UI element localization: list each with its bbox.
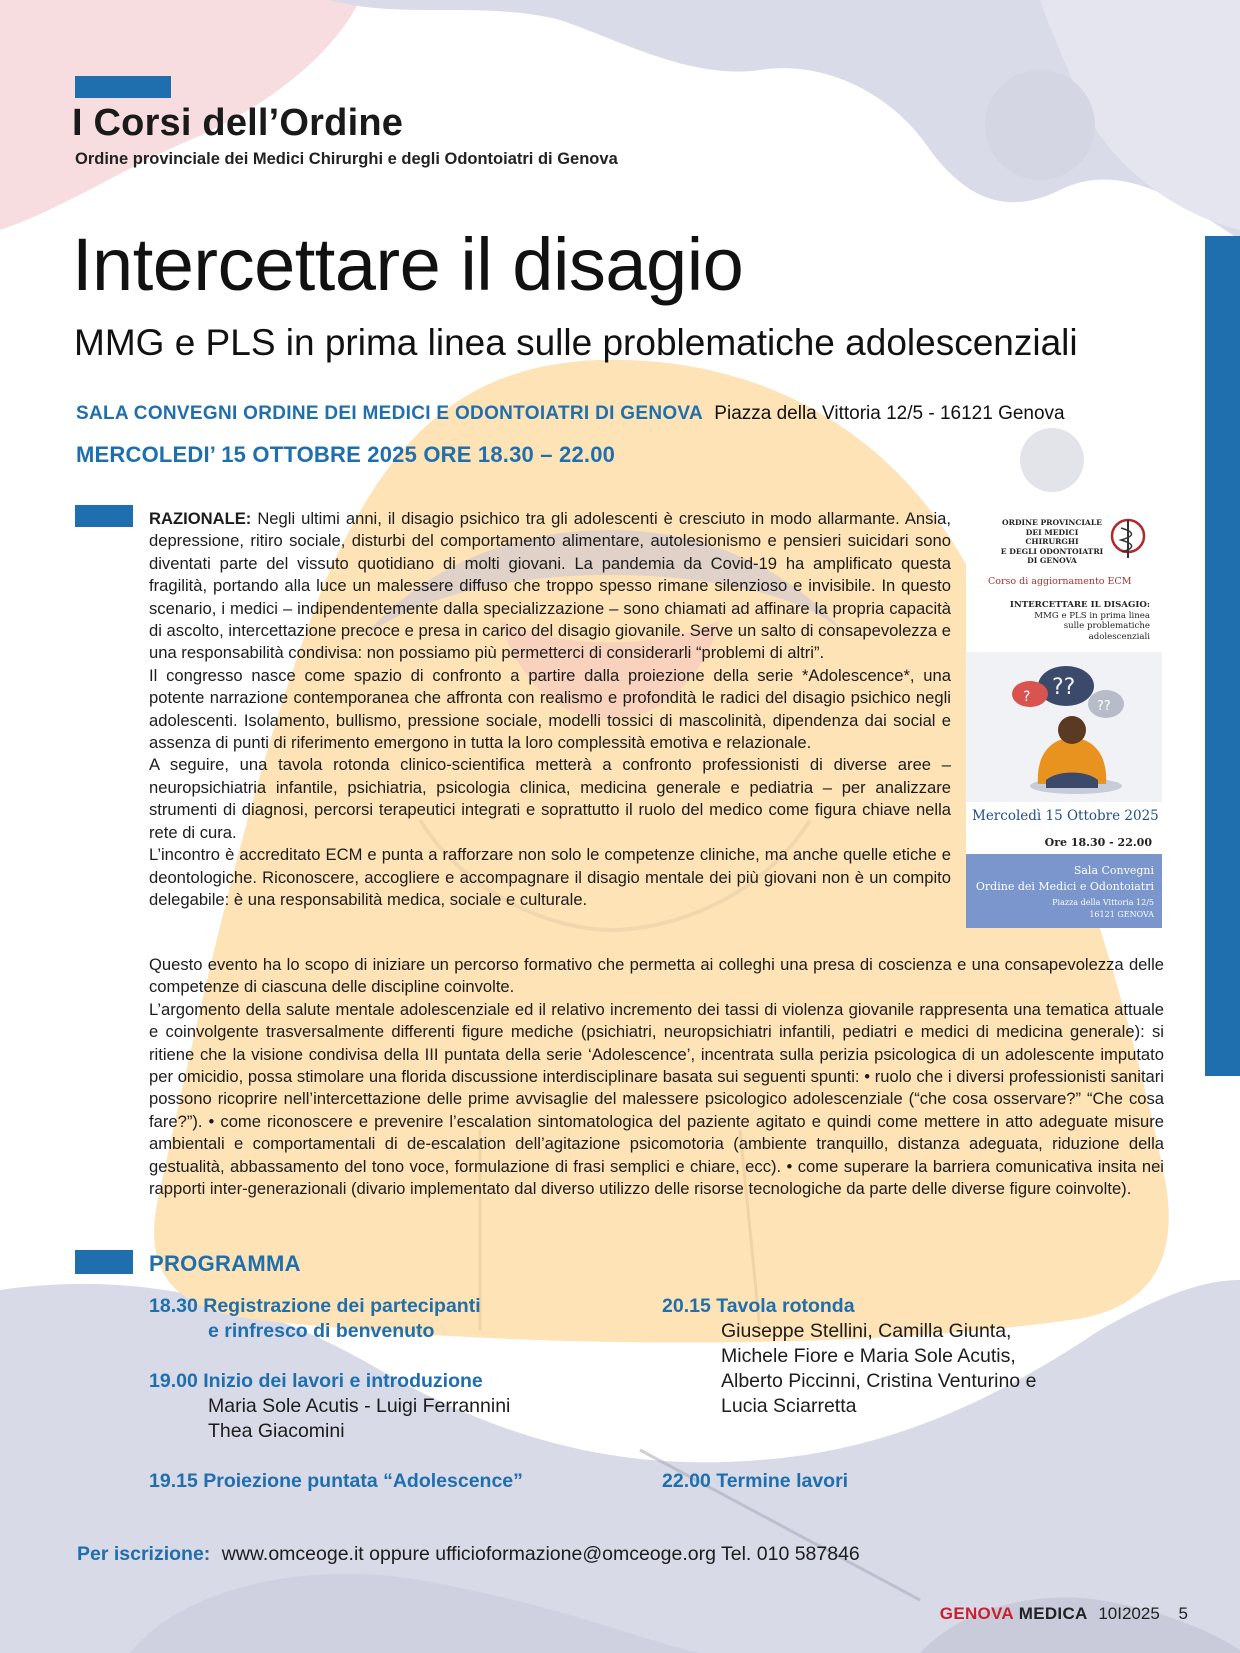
programme-item (662, 1294, 1036, 1419)
programme-accent-bar (75, 1250, 133, 1274)
registration-label: Per iscrizione: (77, 1543, 211, 1565)
rationale-text-1: Negli ultimi anni, il disagio psichico tra gli adolescenti è cresciuto in modo allarmante. Ansia, depressione, ritiro sociale, disturbi del comportamento alimentare, autolesionismo e pensieri suicidari sono diventati parte del vissuto quotidiano di molti giovani. La pandemia da Covid-19 ha amplificato questa fragilità, portando alla luce un malessere diffuso che troppo spesso rimane silenzioso e invisibile. In questo scenario, i medici – indipendentemente dalla specializzazione – sono chiamati ad affinare la propria capacità di ascolto, intercettazione precoce e presa in carico del disagio giovanile. Serve un salto di consapevolezza e una responsabilità condivisa: non possiamo più permetterci di considerarli “problemi di altri”. (149, 509, 951, 663)
brand-medica: MEDICA (1018, 1604, 1088, 1623)
rationale-paragraph-5: Questo evento ha lo scopo di iniziare un percorso formativo che permetta ai colleghi una presa di coscienza e una consapevolezza delle competenze di ciascuna delle discipline coinvolte. (149, 955, 1164, 997)
flyer-org-line: DEI MEDICI CHIRURGHI (1025, 527, 1079, 546)
event-date-time: MERCOLEDI’ 15 OTTOBRE 2025 ORE 18.30 – 22.00 (76, 442, 616, 467)
flyer-org-line: E DEGLI ODONTOIATRI (1000, 546, 1104, 556)
svg-text:??: ?? (1052, 675, 1076, 700)
programme-heading: PROGRAMMA (149, 1251, 301, 1276)
programme-speakers: Maria Sole Acutis - Luigi Ferrannini (208, 1395, 511, 1417)
programme-speakers: Lucia Sciarretta (721, 1395, 857, 1417)
flyer-venue-line: Piazza della Vittoria 12/5 (1052, 898, 1154, 907)
venue-line (76, 403, 1065, 425)
rationale-paragraph-2: Il congresso nasce come spazio di confronto a partire dalla proiezione della serie *Adolescence*, una potente narrazione contemporanea che affronta con realismo e profondità le radici del disagio psichico negli adolescenti. Isolamento, bullismo, pressione sociale, modelli tossici di mascolinità, dipendenza dai social e assenza di punti di riferimento emergono in tutta la loro complessità emotiva e relazionale. (149, 665, 951, 753)
section-title: I Corsi dell’Ordine (72, 102, 404, 144)
venue-name: SALA CONVEGNI ORDINE DEI MEDICI E ODONTOIATRI DI GENOVA (76, 403, 704, 424)
flyer-org-name (1000, 518, 1104, 566)
flyer-title-line: INTERCETTARE IL DISAGIO: (1009, 600, 1150, 610)
programme-title: Tavola rotonda (716, 1295, 855, 1317)
programme-title: Inizio dei lavori e introduzione (203, 1370, 483, 1392)
edge-accent-stripe (1205, 236, 1240, 1076)
flyer-venue-line: 16121 GENOVA (1089, 910, 1154, 919)
rationale-label: RAZIONALE: (149, 509, 252, 528)
rationale-paragraph-3: A seguire, una tavola rotonda clinico-scientifica metterà a confronto professionisti di diverse aree – neuropsichiatria infantile, psichiatria, psicologia clinica, medicina generale e pediatria – per analizzare strumenti di diagnosi, percorsi terapeutici integrati e soprattutto il ruolo del medico come figura chiave nella rete di cura. (149, 755, 951, 842)
flyer-time: Ore 18.30 - 22.00 (1044, 836, 1152, 849)
flyer-org-line: DI GENOVA (1027, 556, 1077, 565)
flyer-title (980, 600, 1150, 642)
flyer-org-line: ORDINE PROVINCIALE (1002, 518, 1102, 527)
rationale-paragraph-4: L’incontro è accreditato ECM e punta a rafforzare non solo le competenze cliniche, ma anche quelle etiche e deontologiche. Riconoscere, accogliere e accompagnare il disagio mentale dei più giovani non è un compito delegabile: è una responsabilità medica, sociale e culturale. (149, 845, 951, 909)
flyer-title-line: adolescenziali (1088, 631, 1150, 642)
page-number: 5 (1178, 1604, 1188, 1623)
flyer-title-line: sulle problematiche (1063, 621, 1150, 631)
event-subtitle: MMG e PLS in prima linea sulle problematiche adolescenziali (74, 322, 1078, 363)
page-footer (940, 1604, 1188, 1624)
programme-time: 19.00 (149, 1370, 198, 1392)
flyer-date: Mercoledì 15 Ottobre 2025 (972, 808, 1159, 824)
programme-speakers: Thea Giacomini (208, 1420, 345, 1442)
registration-line (77, 1543, 860, 1566)
rationale-paragraph-6: L’argomento della salute mentale adolescenziale ed il relativo incremento dei tassi di violenza giovanile rappresenta una tematica attuale e coinvolgente trasversalmente differenti figure mediche (psichiatri, neuropsichiatri infantili, pediatri e medici di medicina generale): si ritiene che la visione condivisa della III puntata della serie ‘Adolescence’, incentrata sulla perizia psicologica di un adolescente imputato per omicidio, possa stimolare una florida discussione interdisciplinare basata sui seguenti spunti: • ruolo che i diversi professionisti sanitari possono ricoprire nell’intercettazione delle prime avvisaglie del malessere psicologico adolescenziale (“che cosa osservare?” “Che cosa fare?”). • come riconoscere e prevenire l’escalation sintomatologica del paziente agitato e quindi come mettere in atto adeguate misure ambientali e comportamentali di de-escalation dell’agitazione psicomotoria (ambiente tranquillo, distanza adeguata, riduzione della gestualità, abbassamento del tono voce, formulazione di frasi semplici e chiare, ecc). • come superare la barriera comunicativa insita nei rapporti inter-generazionali (divario implementato dal diverso utilizzo delle risorse tecnologiche da parte delle diverse figure coinvolte). (149, 999, 1164, 1199)
rationale-paragraph-1 (149, 508, 951, 665)
programme-item (149, 1369, 510, 1444)
event-title: Intercettare il disagio (72, 223, 744, 306)
section-subtitle: Ordine provinciale dei Medici Chirurghi e degli Odontoiatri di Genova (75, 150, 618, 168)
flyer-venue-box (966, 854, 1162, 928)
programme-title: Proiezione puntata “Adolescence” (203, 1470, 523, 1492)
programme-item (149, 1469, 523, 1494)
header-accent-bar (75, 76, 171, 98)
programme-time: 22.00 (662, 1470, 711, 1492)
programme-time: 18.30 (149, 1295, 198, 1317)
flyer-title-line: MMG e PLS in prima linea (1034, 610, 1150, 621)
programme-item (149, 1294, 481, 1344)
programme-time: 19.15 (149, 1470, 198, 1492)
svg-text:?: ? (1023, 689, 1031, 705)
programme-title: Registrazione dei partecipanti (203, 1295, 481, 1317)
rationale-narrow-column (149, 508, 951, 911)
issue-number: 10I2025 (1098, 1604, 1160, 1623)
programme-time: 20.15 (662, 1295, 711, 1317)
programme-title-cont: e rinfresco di benvenuto (208, 1320, 435, 1342)
programme-speakers: Alberto Piccinni, Cristina Venturino e (721, 1370, 1037, 1392)
programme-speakers: Giuseppe Stellini, Camilla Giunta, (721, 1320, 1012, 1342)
event-flyer-image (966, 502, 1162, 928)
venue-address: Piazza della Vittoria 12/5 - 16121 Genova (714, 403, 1065, 424)
registration-contacts: www.omceoge.it oppure ufficioformazione@omceoge.org Tel. 010 587846 (221, 1543, 860, 1565)
programme-speakers: Michele Fiore e Maria Sole Acutis, (721, 1345, 1016, 1367)
caduceus-logo-icon (1108, 514, 1148, 562)
flyer-course-label: Corso di aggiornamento ECM (988, 576, 1132, 587)
programme-item (662, 1469, 848, 1494)
svg-text:??: ?? (1097, 699, 1111, 714)
rationale-wide-column (149, 954, 1164, 1200)
flyer-venue-line: Ordine dei Medici e Odontoiatri (975, 880, 1154, 893)
brand-genova: GENOVA (939, 1604, 1015, 1623)
flyer-venue-line: Sala Convegni (1073, 864, 1154, 877)
flyer-illustration-teen-with-question-bubbles (966, 652, 1162, 802)
rationale-accent-bar (75, 505, 133, 527)
programme-title: Termine lavori (716, 1470, 849, 1492)
